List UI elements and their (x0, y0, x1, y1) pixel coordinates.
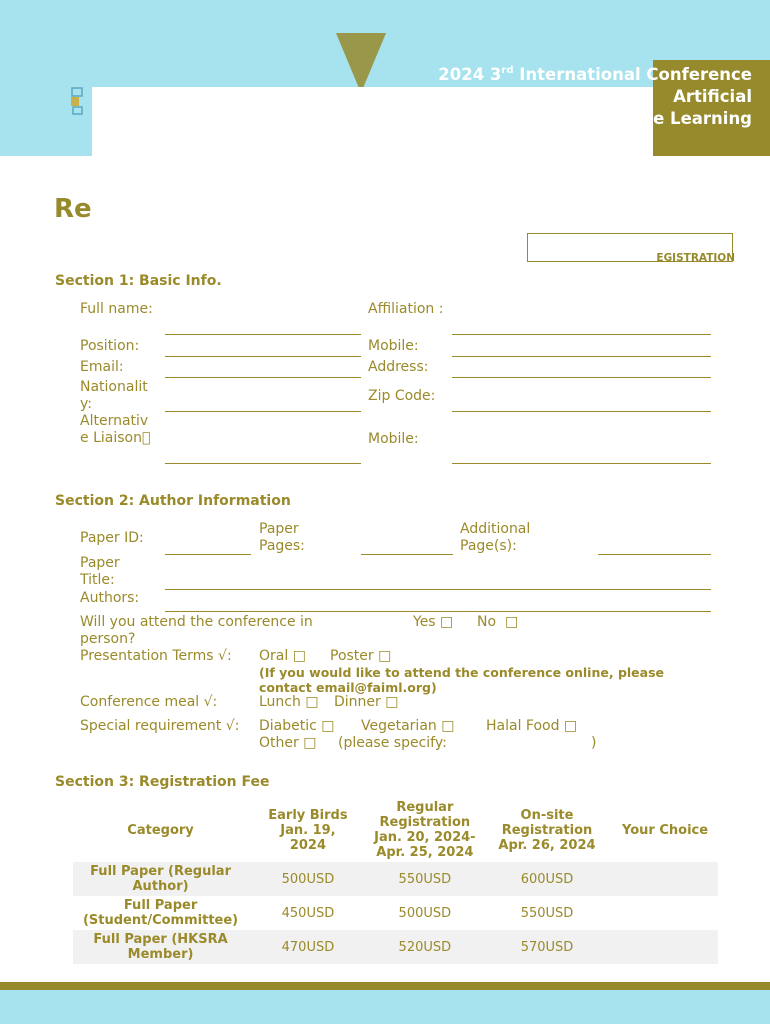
page-title: Re (54, 194, 92, 224)
registration-box-label: EGISTRATION (656, 252, 735, 264)
fee-category: Full Paper (HKSRA Member) (73, 930, 248, 964)
section3-title: Section 3: Registration Fee (55, 774, 270, 790)
fee-regular: 550USD (368, 862, 482, 896)
position-label: Position: (80, 338, 140, 354)
full-name-field[interactable] (165, 334, 361, 335)
table-row (73, 930, 718, 964)
fee-early: 450USD (281, 905, 335, 921)
fee-regular: 520USD (368, 930, 482, 964)
column-header-onsite: On-site Registration Apr. 26, 2024 (498, 807, 596, 853)
oral-checkbox[interactable]: Oral □ (259, 648, 306, 664)
affiliation-field[interactable] (452, 334, 711, 335)
footer-band (0, 990, 770, 1024)
conference-logo-icon (70, 86, 94, 116)
section1-title: Section 1: Basic Info. (55, 273, 222, 289)
mobile-label: Mobile: (368, 338, 419, 354)
fee-onsite: 570USD (482, 930, 612, 964)
fee-category: Full Paper (Student/Committee) (82, 898, 239, 928)
full-name-label: Full name: (80, 301, 153, 317)
section2-title: Section 2: Author Information (55, 493, 291, 509)
poster-checkbox[interactable]: Poster □ (330, 648, 392, 664)
fee-regular: 500USD (398, 905, 452, 921)
online-attendance-note: (If you would like to attend the conference online, please contact email@faiml.org) (259, 665, 665, 695)
column-header-your-choice: Your Choice (622, 822, 709, 838)
diabetic-checkbox[interactable]: Diabetic □ (259, 718, 335, 734)
nationality-field[interactable] (165, 411, 361, 412)
table-row (73, 862, 718, 896)
fee-your-choice[interactable] (612, 862, 718, 896)
alternative-liaison-label: Alternative Liaison  (80, 413, 151, 446)
attend-yes-checkbox[interactable]: Yes □ (413, 614, 454, 630)
position-field[interactable] (165, 356, 361, 357)
address-field[interactable] (452, 377, 711, 378)
other-checkbox[interactable]: Other □ (259, 735, 317, 751)
vegetarian-checkbox[interactable]: Vegetarian □ (361, 718, 455, 734)
fee-onsite: 600USD (482, 862, 612, 896)
column-header-early-birds: Early Birds Jan. 19, 2024 (268, 807, 348, 853)
special-requirement-label: Special requirement √: (80, 718, 240, 734)
mobile-field[interactable] (452, 356, 711, 357)
paper-title-field[interactable] (165, 589, 711, 590)
additional-pages-field[interactable] (598, 554, 711, 555)
fee-onsite: 550USD (520, 905, 574, 921)
nationality-label: Nationality: (80, 379, 148, 412)
paper-id-label: Paper ID: (80, 530, 144, 546)
fee-your-choice[interactable] (612, 896, 718, 930)
mobile2-label: Mobile: (368, 431, 419, 447)
presentation-terms-label: Presentation Terms √: (80, 648, 232, 664)
fee-early: 500USD (248, 862, 368, 896)
lunch-checkbox[interactable]: Lunch □ (259, 694, 319, 710)
email-label: Email: (80, 359, 124, 375)
column-header-category: Category (127, 822, 194, 838)
additional-pages-label: Additional Page(s): (460, 521, 531, 554)
zip-code-label: Zip Code: (368, 388, 436, 404)
paper-pages-field[interactable] (361, 554, 453, 555)
alternative-liaison-field[interactable] (165, 463, 361, 464)
please-specify-label: (please specify: (338, 735, 447, 751)
dinner-checkbox[interactable]: Dinner □ (334, 694, 399, 710)
authors-field[interactable] (165, 611, 711, 612)
paper-pages-label: Paper Pages: (259, 521, 305, 554)
header-triangle-decoration (336, 33, 386, 93)
registration-box (527, 233, 733, 262)
fee-early: 470USD (248, 930, 368, 964)
address-label: Address: (368, 359, 429, 375)
email-field[interactable] (165, 377, 361, 378)
attend-no-checkbox[interactable]: No □ (477, 614, 519, 630)
halal-food-checkbox[interactable]: Halal Food □ (486, 718, 578, 734)
conference-title: 2024 3rd International Conference Artificial e Learning (438, 65, 752, 128)
fee-your-choice[interactable] (612, 930, 718, 964)
column-header-regular: Regular Registration Jan. 20, 2024- Apr. 25, 2024 (374, 800, 476, 860)
paper-id-field[interactable] (165, 554, 251, 555)
zip-code-field[interactable] (452, 411, 711, 412)
paper-title-label: Paper Title: (80, 555, 120, 588)
fee-table-header-row (73, 798, 718, 862)
attend-in-person-label: Will you attend the conference in person? (80, 614, 313, 647)
mobile2-field[interactable] (452, 463, 711, 464)
please-specify-close: ) (591, 735, 597, 751)
affiliation-label: Affiliation : (368, 301, 444, 317)
fee-category: Full Paper (Regular Author) (73, 862, 248, 896)
table-row (73, 896, 718, 930)
authors-label: Authors: (80, 590, 140, 606)
conference-meal-label: Conference meal √: (80, 694, 218, 710)
footer-olive-stripe (0, 982, 770, 990)
registration-fee-table (73, 798, 718, 964)
